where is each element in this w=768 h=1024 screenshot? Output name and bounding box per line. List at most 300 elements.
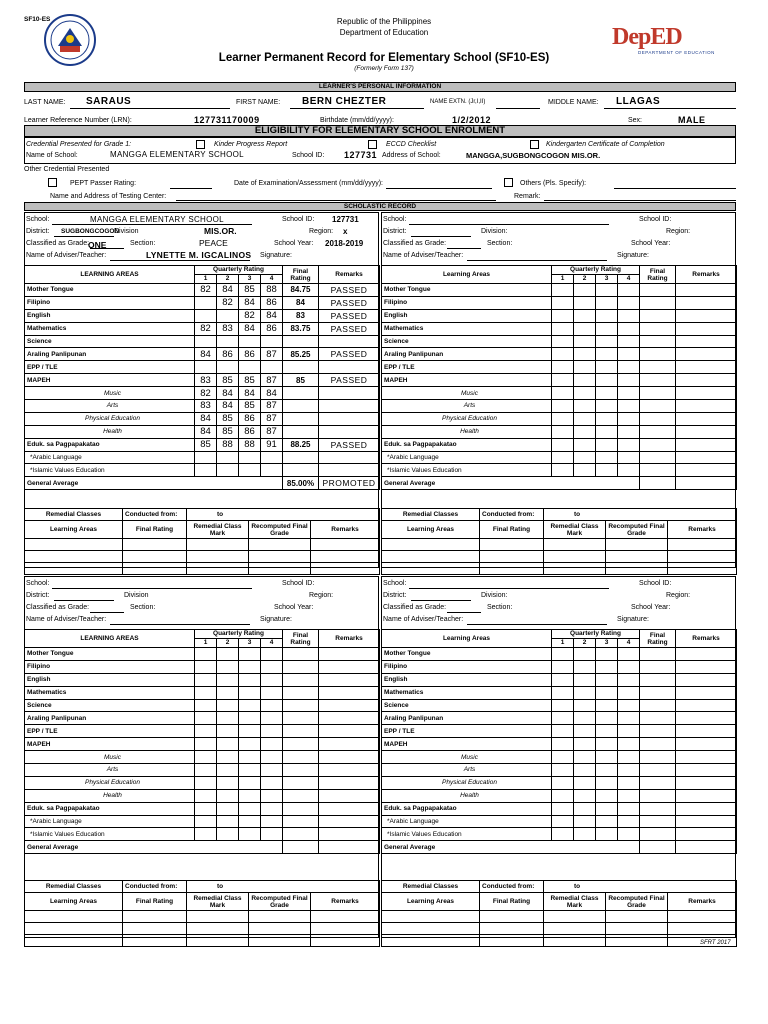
record-2-quarter-grade-cell bbox=[596, 438, 618, 451]
record-3-table-row bbox=[25, 686, 380, 699]
record-2-quarter-grade-cell bbox=[596, 335, 618, 348]
record-1-school-year-label: School Year: bbox=[274, 240, 314, 247]
record-4-quarter-grade-cell bbox=[552, 802, 574, 815]
record-1-remedial-cell bbox=[187, 551, 249, 563]
record-1-region-label: Region: bbox=[309, 228, 334, 235]
record-3-subject-name: MAPEH bbox=[25, 738, 195, 751]
record-4-remedial-cell bbox=[544, 911, 606, 923]
record-1-quarter-grade-cell bbox=[217, 309, 239, 322]
record-4-to-label: to bbox=[544, 881, 737, 893]
eccd-checkbox[interactable] bbox=[368, 140, 377, 149]
record-1-table-row bbox=[25, 284, 380, 297]
record-1-division-label: Division bbox=[114, 228, 139, 235]
record-2-school-id-label: School ID: bbox=[639, 216, 672, 223]
record-4-quarter-grade-cell bbox=[618, 712, 640, 725]
record-1-quarter-grade-cell bbox=[195, 296, 217, 309]
record-1-remarks-cell: PASSED bbox=[319, 348, 380, 361]
record-4-table-row bbox=[382, 673, 737, 686]
record-1-remarks-cell bbox=[319, 412, 380, 425]
record-1-quarter-grade-cell: 85 bbox=[195, 438, 217, 451]
record-3-subject-name: Music bbox=[25, 751, 195, 764]
record-1-final-rating-cell: 83.75 bbox=[283, 322, 319, 335]
record-2-remedial-table bbox=[381, 508, 737, 575]
record-3-quarter-grade-cell bbox=[239, 673, 261, 686]
record-4-quarter-grade-cell bbox=[552, 673, 574, 686]
record-3-learning-areas-header: LEARNING AREAS bbox=[25, 630, 195, 648]
record-2-table-row bbox=[382, 374, 737, 387]
first-name-label: FIRST NAME: bbox=[236, 99, 281, 106]
record-3-quarter-grade-cell bbox=[239, 699, 261, 712]
record-1-quarter-grade-cell bbox=[239, 464, 261, 477]
record-1-quarter-grade-cell: 87 bbox=[261, 425, 283, 438]
record-3-remedial-final-rating-header: Final Rating bbox=[123, 893, 187, 911]
record-1-school-value: MANGGA ELEMENTARY SCHOOL bbox=[90, 215, 224, 224]
record-2-remarks-cell bbox=[676, 387, 737, 400]
record-2-quarter-grade-cell bbox=[574, 425, 596, 438]
record-2-final-rating-cell bbox=[640, 412, 676, 425]
record-4-final-rating-cell bbox=[640, 789, 676, 802]
record-4-final-rating-cell bbox=[640, 776, 676, 789]
record-3-quarter-grade-cell bbox=[239, 712, 261, 725]
record-1-line-1 bbox=[54, 236, 114, 237]
record-3-quarter-grade-cell bbox=[261, 789, 283, 802]
record-4-quarter-grade-cell bbox=[618, 648, 640, 661]
record-3-subject-name: EPP / TLE bbox=[25, 725, 195, 738]
record-3-subject-name: Mother Tongue bbox=[25, 648, 195, 661]
record-1-remarks-cell bbox=[319, 425, 380, 438]
record-4-remarks-cell bbox=[676, 789, 737, 802]
record-1-table-row bbox=[25, 348, 380, 361]
record-1-remarks-cell bbox=[319, 451, 380, 464]
record-4-final-rating-cell bbox=[640, 686, 676, 699]
record-2-quarter-grade-cell bbox=[618, 335, 640, 348]
record-1-quarter-grade-cell: 88 bbox=[239, 438, 261, 451]
record-2-quarter-grade-cell bbox=[574, 387, 596, 400]
record-4-remarks-header: Remarks bbox=[676, 630, 737, 648]
record-2-quarter-grade-cell bbox=[552, 322, 574, 335]
record-1-final-rating-header: Final Rating bbox=[283, 266, 319, 284]
record-2-remedial-cell bbox=[668, 551, 737, 563]
last-name-label: LAST NAME: bbox=[24, 99, 66, 106]
record-1-section-value: PEACE bbox=[199, 238, 228, 248]
record-2-adviser-label: Name of Adviser/Teacher: bbox=[383, 252, 464, 259]
record-4-quarter-grade-cell bbox=[618, 815, 640, 828]
record-1-to-label: to bbox=[187, 509, 380, 521]
record-4-remedial-cell bbox=[480, 923, 544, 935]
record-1-quarter-grade-cell: 87 bbox=[261, 374, 283, 387]
record-2-subject-name: Eduk. sa Pagpapakatao bbox=[382, 438, 552, 451]
record-1-q1-header: 1 bbox=[195, 275, 217, 284]
record-4-quarter-grade-cell bbox=[552, 738, 574, 751]
record-4-final-rating-cell bbox=[640, 673, 676, 686]
record-4-quarter-grade-cell bbox=[618, 699, 640, 712]
record-4-final-rating-cell bbox=[640, 712, 676, 725]
record-4-quarter-grade-cell bbox=[618, 738, 640, 751]
record-3-quarter-grade-cell bbox=[239, 802, 261, 815]
record-3-final-rating-cell bbox=[283, 738, 319, 751]
birthdate-label: Birthdate (mm/dd/yyyy): bbox=[320, 117, 394, 124]
record-3-quarter-grade-cell bbox=[195, 738, 217, 751]
record-3-quarter-grade-cell bbox=[261, 712, 283, 725]
record-3-table-row bbox=[25, 648, 380, 661]
record-2-subject-name: English bbox=[382, 309, 552, 322]
record-4-remarks-cell bbox=[676, 751, 737, 764]
record-4-remedial-remarks-header: Remarks bbox=[668, 893, 737, 911]
record-4-line-1 bbox=[411, 600, 471, 601]
record-4-quarter-grade-cell bbox=[552, 764, 574, 777]
record-4-remedial-cell bbox=[606, 935, 668, 947]
record-4-district-label: District: bbox=[383, 592, 407, 599]
record-1-remedial-cell bbox=[187, 563, 249, 575]
record-3-quarter-grade-cell bbox=[239, 686, 261, 699]
record-3-remedial-classes-label: Remedial Classes bbox=[25, 881, 123, 893]
record-4-quarter-grade-cell bbox=[552, 789, 574, 802]
record-4-school-year-label: School Year: bbox=[631, 604, 671, 611]
record-2-table-row bbox=[382, 361, 737, 374]
record-1-remedial-cell bbox=[311, 539, 380, 551]
record-4-final-rating-cell bbox=[640, 725, 676, 738]
record-3-subject-name: Science bbox=[25, 699, 195, 712]
record-2-subject-name: Araling Panlipunan bbox=[382, 348, 552, 361]
record-2-remedial-cell bbox=[382, 563, 480, 575]
record-4-quarter-grade-cell bbox=[618, 789, 640, 802]
record-1-remarks-cell: PASSED bbox=[319, 284, 380, 297]
record-1-district-label: District: bbox=[26, 228, 50, 235]
record-2-line-0 bbox=[409, 224, 609, 225]
record-2-remarks-cell bbox=[676, 412, 737, 425]
record-2-subject-name: Filipino bbox=[382, 296, 552, 309]
record-2-final-rating-cell bbox=[640, 387, 676, 400]
record-1-quarter-grade-cell: 84 bbox=[217, 387, 239, 400]
record-4-quarter-grade-cell bbox=[618, 725, 640, 738]
record-3-quarter-grade-cell bbox=[217, 764, 239, 777]
record-1-final-rating-cell: 84 bbox=[283, 296, 319, 309]
record-1-q3-header: 3 bbox=[239, 275, 261, 284]
kinder-progress-checkbox[interactable] bbox=[196, 140, 205, 149]
record-1-subject-name: Araling Panlipunan bbox=[25, 348, 195, 361]
record-1-table-row bbox=[25, 322, 380, 335]
record-3-remedial-cell bbox=[249, 923, 311, 935]
record-2-remarks-cell bbox=[676, 322, 737, 335]
record-1-grades-table bbox=[24, 265, 380, 490]
record-2-subject-name: Arts bbox=[382, 400, 552, 413]
record-2-quarter-grade-cell bbox=[596, 361, 618, 374]
record-4-q4-header: 4 bbox=[618, 639, 640, 648]
record-1-quarter-grade-cell: 83 bbox=[217, 322, 239, 335]
record-3-remarks-cell bbox=[319, 686, 380, 699]
record-1-quarter-grade-cell: 84 bbox=[195, 412, 217, 425]
record-2-table-row bbox=[382, 425, 737, 438]
record-3-remedial-cell bbox=[311, 911, 380, 923]
record-4-quarter-grade-cell bbox=[618, 776, 640, 789]
last-name-value: SARAUS bbox=[86, 96, 132, 107]
record-4-quarter-grade-cell bbox=[552, 660, 574, 673]
record-4-table-row bbox=[382, 802, 737, 815]
record-3-quarter-grade-cell bbox=[217, 699, 239, 712]
record-3-quarter-grade-cell bbox=[195, 725, 217, 738]
record-3-q4-header: 4 bbox=[261, 639, 283, 648]
record-4-subject-name: Arts bbox=[382, 764, 552, 777]
record-1-quarter-grade-cell: 85 bbox=[239, 374, 261, 387]
record-2-quarterly-header: Quarterly Rating bbox=[552, 266, 640, 275]
record-4-quarter-grade-cell bbox=[596, 712, 618, 725]
record-4-quarter-grade-cell bbox=[596, 751, 618, 764]
record-1-subject-name: Health bbox=[25, 425, 195, 438]
record-2-remedial-cell bbox=[668, 539, 737, 551]
record-2-q1-header: 1 bbox=[552, 275, 574, 284]
record-2-final-rating-cell bbox=[640, 464, 676, 477]
record-1-table-row bbox=[25, 412, 380, 425]
record-3-quarter-grade-cell bbox=[195, 699, 217, 712]
record-2-remedial-cell bbox=[606, 539, 668, 551]
record-2-subject-name: Physical Education bbox=[382, 412, 552, 425]
record-1-quarter-grade-cell bbox=[195, 361, 217, 374]
record-1-quarter-grade-cell: 84 bbox=[195, 425, 217, 438]
record-3-remedial-cell bbox=[311, 923, 380, 935]
others-checkbox[interactable] bbox=[504, 178, 513, 187]
record-2-quarter-grade-cell bbox=[618, 309, 640, 322]
others-label: Others (Pls. Specify): bbox=[520, 180, 587, 187]
record-4-line-3 bbox=[467, 624, 607, 625]
record-4-quarter-grade-cell bbox=[552, 751, 574, 764]
record-1-quarter-grade-cell: 84 bbox=[239, 296, 261, 309]
record-2-quarter-grade-cell bbox=[552, 387, 574, 400]
record-1-subject-name: *Islamic Values Education bbox=[25, 464, 195, 477]
record-1-remarks-cell bbox=[319, 387, 380, 400]
record-3-grades-table bbox=[24, 629, 380, 854]
record-2-region-label: Region: bbox=[666, 228, 691, 235]
footer-code: SFRT 2017 bbox=[700, 940, 731, 946]
record-3-final-rating-header: Final Rating bbox=[283, 630, 319, 648]
record-2-quarter-grade-cell bbox=[574, 412, 596, 425]
record-3-quarter-grade-cell bbox=[195, 686, 217, 699]
record-2-table-row bbox=[382, 284, 737, 297]
record-2-quarter-grade-cell bbox=[618, 374, 640, 387]
record-1-table-row bbox=[25, 296, 380, 309]
record-4-line-0 bbox=[409, 588, 609, 589]
record-2-remarks-cell bbox=[676, 284, 737, 297]
record-3-remedial-cell bbox=[25, 911, 123, 923]
record-1-final-rating-cell bbox=[283, 464, 319, 477]
record-4-quarter-grade-cell bbox=[618, 660, 640, 673]
record-3-quarter-grade-cell bbox=[217, 776, 239, 789]
record-3-q2-header: 2 bbox=[217, 639, 239, 648]
record-2-quarter-grade-cell bbox=[574, 335, 596, 348]
record-4-subject-name: *Islamic Values Education bbox=[382, 828, 552, 841]
record-4-subject-name: English bbox=[382, 673, 552, 686]
record-2-final-rating-cell bbox=[640, 348, 676, 361]
record-1-remarks-cell bbox=[319, 335, 380, 348]
record-1-final-rating-cell bbox=[283, 335, 319, 348]
record-3-remarks-cell bbox=[319, 648, 380, 661]
record-3-quarter-grade-cell bbox=[261, 686, 283, 699]
record-1-quarter-grade-cell bbox=[239, 335, 261, 348]
record-1-final-rating-cell: 88.25 bbox=[283, 438, 319, 451]
record-1-line-3 bbox=[110, 260, 250, 261]
record-1-quarter-grade-cell bbox=[239, 451, 261, 464]
record-1-quarter-grade-cell: 84 bbox=[239, 387, 261, 400]
record-1-general-average-value: 85.00% bbox=[283, 477, 319, 490]
personal-info-heading: LEARNER'S PERSONAL INFORMATION bbox=[24, 82, 736, 92]
record-2-quarter-grade-cell bbox=[596, 425, 618, 438]
record-2-quarter-grade-cell bbox=[552, 361, 574, 374]
record-2-remedial-cell bbox=[480, 539, 544, 551]
record-3-quarter-grade-cell bbox=[239, 738, 261, 751]
record-1-grade-value: ONE bbox=[88, 240, 107, 250]
record-1-subject-name: Science bbox=[25, 335, 195, 348]
record-3-quarter-grade-cell bbox=[195, 828, 217, 841]
record-3-subject-name: *Arabic Language bbox=[25, 815, 195, 828]
record-4-remedial-cell bbox=[480, 935, 544, 947]
record-4-remedial-cell bbox=[480, 911, 544, 923]
record-4-subject-name: EPP / TLE bbox=[382, 725, 552, 738]
record-1-quarter-grade-cell: 86 bbox=[239, 348, 261, 361]
record-2-remarks-cell bbox=[676, 400, 737, 413]
record-3-final-rating-cell bbox=[283, 751, 319, 764]
record-2-quarter-grade-cell bbox=[618, 361, 640, 374]
elig-address-label: Address of School: bbox=[382, 152, 441, 159]
record-2-remedial-learning-areas-header: Learning Areas bbox=[382, 521, 480, 539]
record-4-quarter-grade-cell bbox=[574, 751, 596, 764]
record-2-quarter-grade-cell bbox=[552, 284, 574, 297]
record-1-remarks-cell: PASSED bbox=[319, 374, 380, 387]
record-1-remedial-mark-header: Remedial Class Mark bbox=[187, 521, 249, 539]
record-2-line-3 bbox=[467, 260, 607, 261]
record-1-subject-name: Arts bbox=[25, 400, 195, 413]
record-4-q2-header: 2 bbox=[574, 639, 596, 648]
record-1-quarter-grade-cell: 87 bbox=[261, 400, 283, 413]
record-2-quarter-grade-cell bbox=[552, 464, 574, 477]
record-1-quarter-grade-cell: 86 bbox=[261, 296, 283, 309]
record-3-quarter-grade-cell bbox=[195, 751, 217, 764]
record-3-quarter-grade-cell bbox=[261, 802, 283, 815]
record-3-final-rating-cell bbox=[283, 699, 319, 712]
record-4-quarter-grade-cell bbox=[574, 802, 596, 815]
record-3-final-rating-cell bbox=[283, 660, 319, 673]
record-3-remedial-cell bbox=[187, 935, 249, 947]
record-1-remedial-cell bbox=[25, 539, 123, 551]
credential-label: Credential Presented for Grade 1: bbox=[26, 141, 132, 148]
record-4-quarter-grade-cell bbox=[574, 815, 596, 828]
record-4-quarter-grade-cell bbox=[596, 789, 618, 802]
record-3-to-label: to bbox=[187, 881, 380, 893]
record-3-quarter-grade-cell bbox=[195, 776, 217, 789]
record-2-quarter-grade-cell bbox=[574, 361, 596, 374]
name-extn-label: NAME EXTN. (Jr,I,II) bbox=[430, 99, 486, 105]
record-4-quarter-grade-cell bbox=[574, 648, 596, 661]
record-4-subject-name: Mother Tongue bbox=[382, 648, 552, 661]
record-4-remarks-cell bbox=[676, 738, 737, 751]
record-2-quarter-grade-cell bbox=[618, 425, 640, 438]
record-4-quarter-grade-cell bbox=[618, 751, 640, 764]
record-1-learning-areas-header: LEARNING AREAS bbox=[25, 266, 195, 284]
record-4-quarter-grade-cell bbox=[574, 673, 596, 686]
record-4-final-rating-cell bbox=[640, 828, 676, 841]
record-4-quarter-grade-cell bbox=[574, 660, 596, 673]
record-3-quarter-grade-cell bbox=[195, 660, 217, 673]
record-4-quarter-grade-cell bbox=[574, 776, 596, 789]
record-1-general-average-label: General Average bbox=[25, 477, 283, 490]
record-3-general-remark bbox=[319, 841, 380, 854]
record-2-remarks-cell bbox=[676, 374, 737, 387]
record-4-final-rating-cell bbox=[640, 738, 676, 751]
record-3-quarter-grade-cell bbox=[217, 725, 239, 738]
record-2-final-rating-cell bbox=[640, 361, 676, 374]
record-2-remarks-cell bbox=[676, 309, 737, 322]
record-2-quarter-grade-cell bbox=[574, 296, 596, 309]
record-2-quarter-grade-cell bbox=[574, 322, 596, 335]
record-4-subject-name: Eduk. sa Pagpapakatao bbox=[382, 802, 552, 815]
record-1-remedial-cell bbox=[311, 551, 380, 563]
record-4-table-row bbox=[382, 828, 737, 841]
record-3-q1-header: 1 bbox=[195, 639, 217, 648]
record-3-quarter-grade-cell bbox=[261, 648, 283, 661]
record-4-remarks-cell bbox=[676, 802, 737, 815]
record-3-remedial-cell bbox=[311, 935, 380, 947]
record-3-remedial-cell bbox=[25, 935, 123, 947]
record-3-quarter-grade-cell bbox=[261, 764, 283, 777]
kinder-cert-checkbox[interactable] bbox=[530, 140, 539, 149]
record-2-final-rating-header: Final Rating bbox=[640, 266, 676, 284]
record-4-table-row bbox=[382, 751, 737, 764]
record-1-final-rating-cell: 83 bbox=[283, 309, 319, 322]
record-2-quarter-grade-cell bbox=[596, 309, 618, 322]
record-2-district-label: District: bbox=[383, 228, 407, 235]
record-3-general-average-value bbox=[283, 841, 319, 854]
record-4-remarks-cell bbox=[676, 828, 737, 841]
record-1-final-rating-cell: 85 bbox=[283, 374, 319, 387]
record-1-quarter-grade-cell bbox=[239, 361, 261, 374]
pept-checkbox[interactable] bbox=[48, 178, 57, 187]
record-2-remedial-cell bbox=[480, 563, 544, 575]
record-2-remarks-cell bbox=[676, 464, 737, 477]
record-2-section-label: Section: bbox=[487, 240, 513, 247]
record-4-signature-label: Signature: bbox=[617, 616, 649, 623]
record-2-q4-header: 4 bbox=[618, 275, 640, 284]
record-4-remedial-row bbox=[382, 911, 737, 923]
record-4-remarks-cell bbox=[676, 725, 737, 738]
record-2-conducted-from-label: Conducted from: bbox=[480, 509, 544, 521]
record-4-remedial-row bbox=[382, 935, 737, 947]
record-3-quarter-grade-cell bbox=[239, 660, 261, 673]
record-2-subject-name: EPP / TLE bbox=[382, 361, 552, 374]
record-2-table-row bbox=[382, 348, 737, 361]
exam-date-label: Date of Examination/Assessment (mm/dd/yyyy): bbox=[234, 180, 383, 187]
record-4-quarter-grade-cell bbox=[596, 699, 618, 712]
record-1-quarterly-header: Quarterly Rating bbox=[195, 266, 283, 275]
record-4-final-rating-cell bbox=[640, 660, 676, 673]
record-3-quarter-grade-cell bbox=[217, 648, 239, 661]
record-2-final-rating-cell bbox=[640, 451, 676, 464]
record-2-remarks-cell bbox=[676, 425, 737, 438]
record-3-remedial-cell bbox=[123, 911, 187, 923]
record-3-remarks-cell bbox=[319, 764, 380, 777]
record-3-quarter-grade-cell bbox=[217, 828, 239, 841]
record-4-final-rating-cell bbox=[640, 751, 676, 764]
sex-label: Sex: bbox=[628, 117, 643, 124]
record-1-remedial-cell bbox=[249, 563, 311, 575]
record-4-remedial-cell bbox=[668, 923, 737, 935]
record-4-remedial-learning-areas-header: Learning Areas bbox=[382, 893, 480, 911]
record-3-quarter-grade-cell bbox=[261, 828, 283, 841]
other-credential-label: Other Credential Presented bbox=[24, 166, 110, 173]
record-1-adviser-value: LYNETTE M. IGCALINOS bbox=[146, 250, 252, 260]
record-1-school-id-value: 127731 bbox=[332, 215, 359, 224]
record-1-table-row bbox=[25, 335, 380, 348]
birthdate-value: 1/2/2012 bbox=[452, 115, 492, 125]
record-3-remedial-row bbox=[25, 911, 380, 923]
record-4-table-row bbox=[382, 648, 737, 661]
